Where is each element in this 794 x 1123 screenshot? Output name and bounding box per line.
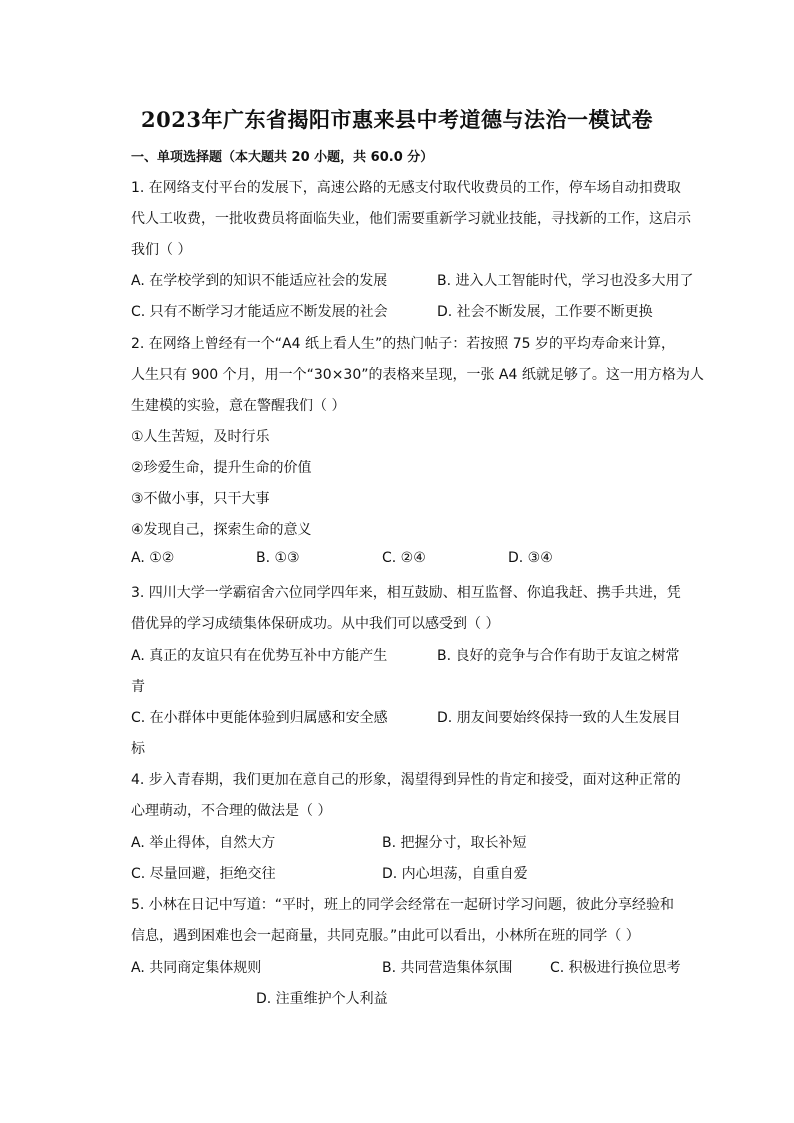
q2-stem-line-2: 人生只有 900 个月，用一个“30×30”的表格来呈现，一张 A4 纸就足够了。这一用方格为人	[131, 367, 704, 383]
q2-statement-2: ②珍爱生命，提升生命的价值	[131, 460, 312, 476]
q3-option-b-continued: 青	[131, 679, 145, 695]
q5-option-d: D. 注重维护个人利益	[256, 991, 388, 1007]
q3-option-d: D. 朋友间要始终保持一致的人生发展目	[437, 710, 681, 726]
q2-option-a: A. ①②	[131, 550, 175, 566]
q3-option-a: A. 真正的友谊只有在优势互补中方能产生	[131, 648, 388, 664]
q2-option-b: B. ①③	[256, 550, 300, 566]
q1-stem-line-3: 我们（ ）	[131, 242, 192, 258]
q5-option-a: A. 共同商定集体规则	[131, 960, 262, 976]
q1-stem-line-2: 代人工收费，一批收费员将面临失业，他们需要重新学习就业技能，寻找新的工作，这启示	[131, 211, 691, 227]
q4-option-b: B. 把握分寸，取长补短	[382, 835, 527, 851]
q4-option-c: C. 尽量回避，拒绝交往	[131, 866, 276, 882]
q3-stem-line-1: 3. 四川大学一学霸宿舍六位同学四年来，相互鼓励、相互监督、你追我赶、携手共进，凭	[131, 585, 681, 601]
q5-stem-line-1: 5. 小林在日记中写道：“平时，班上的同学会经常在一起研讨学习问题，彼此分享经验和	[131, 897, 675, 913]
q2-option-c: C. ②④	[382, 550, 426, 566]
q5-option-b: B. 共同营造集体氛围	[382, 960, 513, 976]
q3-option-d-continued: 标	[131, 741, 145, 757]
q4-stem-line-1: 4. 步入青春期，我们更加在意自己的形象，渴望得到异性的肯定和接受，面对这种正常的	[131, 772, 681, 788]
q2-stem-line-1: 2. 在网络上曾经有一个“A4 纸上看人生”的热门帖子：若按照 75 岁的平均寿命来计算，	[131, 336, 675, 352]
q5-option-c: C. 积极进行换位思考	[550, 960, 681, 976]
q2-statement-4: ④发现自己，探索生命的意义	[131, 522, 312, 538]
q3-option-c: C. 在小群体中更能体验到归属感和安全感	[131, 710, 388, 726]
q4-option-d: D. 内心坦荡，自重自爱	[382, 866, 528, 882]
section-heading: 一、单项选择题（本大题共 20 小题，共 60.0 分）	[131, 150, 434, 165]
q3-stem-line-2: 借优异的学习成绩集体保研成功。从中我们可以感受到（ ）	[131, 616, 500, 632]
q1-option-b: B. 进入人工智能时代，学习也没多大用了	[437, 273, 694, 289]
q2-statement-3: ③不做小事，只干大事	[131, 491, 270, 507]
q2-stem-line-3: 生建模的实验，意在警醒我们（ ）	[131, 398, 346, 414]
q1-option-c: C. 只有不断学习才能适应不断发展的社会	[131, 304, 388, 320]
q4-option-a: A. 举止得体，自然大方	[131, 835, 276, 851]
q2-statement-1: ①人生苦短，及时行乐	[131, 429, 270, 445]
q1-stem-line-1: 1. 在网络支付平台的发展下，高速公路的无感支付取代收费员的工作，停车场自动扣费取	[131, 180, 681, 196]
q4-stem-line-2: 心理萌动，不合理的做法是（ ）	[131, 803, 332, 819]
q3-option-b: B. 良好的竞争与合作有助于友谊之树常	[437, 648, 680, 664]
q1-option-a: A. 在学校学到的知识不能适应社会的发展	[131, 273, 388, 289]
q5-stem-line-2: 信息，遇到困难也会一起商量，共同克服。”由此可以看出，小林所在班的同学（ ）	[131, 928, 640, 944]
exam-title: 2023年广东省揭阳市惠来县中考道德与法治一模试卷	[141, 107, 653, 132]
q2-option-d: D. ③④	[508, 550, 553, 566]
q1-option-d: D. 社会不断发展，工作要不断更换	[437, 304, 653, 320]
